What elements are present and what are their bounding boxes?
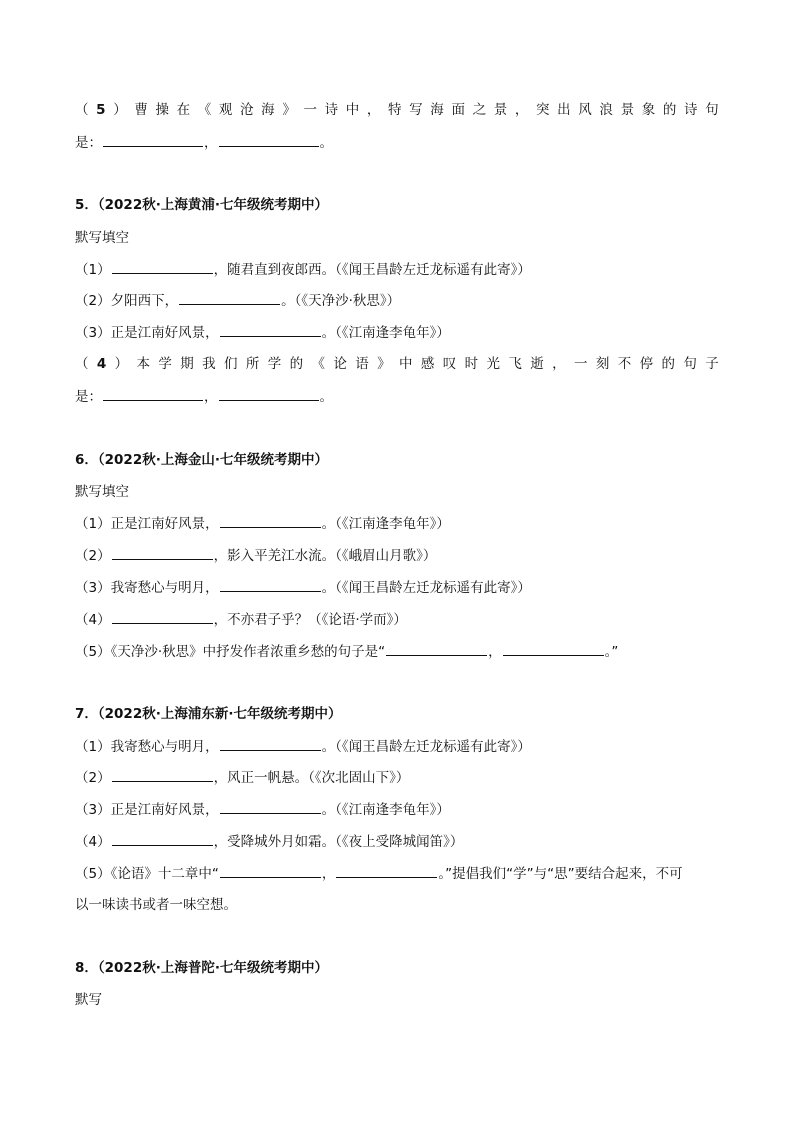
text-char: ）: [113, 102, 127, 118]
question-8-header: 8．（2022秋·上海普陀·七年级统考期中）: [75, 960, 328, 976]
question-6-instruction: 默写填空: [75, 484, 129, 500]
text-char: 》: [377, 356, 391, 372]
text-char: 诗: [683, 102, 698, 118]
text-char: 曹: [134, 102, 148, 118]
question-5-item-4-line-2: 是： ， 。: [75, 389, 333, 405]
text-char: 出: [557, 102, 571, 118]
text-char: 们: [224, 356, 238, 372]
text-char: ，: [552, 356, 566, 372]
answer-blank[interactable]: [503, 642, 604, 656]
answer-blank[interactable]: [112, 546, 213, 560]
question-6-item-2: （2） ，影入平羌江水流。（《峨眉山月歌》）: [75, 548, 437, 564]
text-char: 中: [399, 356, 413, 372]
text-char: （: [75, 356, 89, 372]
text-char: 面: [451, 102, 465, 118]
text-char: 逝: [530, 356, 544, 372]
question-4-item-5-line-1: [75, 101, 719, 119]
answer-blank[interactable]: [219, 387, 319, 401]
text-char: 我: [202, 356, 216, 372]
text-char: 停: [639, 356, 654, 372]
question-5-item-3: （3）正是江南好风景， 。（《江南逢李龟年》）: [75, 325, 450, 341]
question-7-item-2: （2） ，风正一帆悬。（《次北固山下》）: [75, 770, 410, 786]
text-char: 一: [303, 102, 317, 118]
text-char: 沧: [240, 102, 254, 118]
text-char: （: [75, 102, 89, 118]
question-7-item-5-line-2: 以一味读书或者一味空想。: [75, 897, 237, 913]
answer-blank[interactable]: [112, 260, 213, 274]
text-char: 4: [96, 356, 107, 372]
text-char: ）: [114, 356, 129, 372]
question-7-item-4: （4） ，受降城外月如霜。（《夜上受降城闻笛》）: [75, 834, 464, 850]
text-char: 象: [641, 102, 656, 118]
text-char: 叹: [442, 356, 457, 372]
text-char: 的: [662, 102, 677, 118]
text-char: 操: [155, 102, 169, 118]
question-8-instruction: 默写: [75, 992, 102, 1008]
answer-blank[interactable]: [220, 578, 321, 592]
answer-blank[interactable]: [386, 642, 487, 656]
text-char: 感: [420, 356, 435, 372]
answer-blank[interactable]: [220, 323, 321, 337]
text-char: 时: [464, 356, 479, 372]
text-char: 子: [705, 356, 719, 372]
question-5-header: 5．（2022秋·上海黄浦·七年级统考期中）: [75, 197, 328, 213]
answer-blank[interactable]: [112, 832, 213, 846]
text-char: ，: [366, 102, 381, 118]
text-char: 句: [705, 102, 719, 118]
answer-blank[interactable]: [220, 737, 321, 751]
text-char: 》: [282, 102, 296, 118]
text-char: 学: [267, 356, 282, 372]
question-5-item-1: （1） ，随君直到夜郎西。（《闻王昌龄左迁龙标遥有此寄》）: [75, 262, 531, 278]
question-6-header: 6．（2022秋·上海金山·七年级统考期中）: [75, 452, 328, 468]
text-char: 特: [388, 102, 402, 118]
text-char: 飞: [508, 356, 522, 372]
text-char: 观: [218, 102, 233, 118]
question-7-item-3: （3）正是江南好风景， 。（《江南逢李龟年》）: [75, 802, 450, 818]
text-char: 中: [345, 102, 360, 118]
text-char: 海: [430, 102, 444, 118]
answer-blank[interactable]: [220, 864, 321, 878]
answer-blank[interactable]: [219, 133, 319, 147]
text-char: 风: [578, 102, 592, 118]
text-char: 之: [472, 102, 487, 118]
text-char: 海: [261, 102, 275, 118]
text-char: 写: [409, 102, 423, 118]
text-char: 不: [617, 356, 632, 372]
question-4-item-5-line-2: 是： ， 。: [75, 135, 333, 151]
answer-prefix: 是：: [75, 135, 102, 151]
question-6-item-1: （1）正是江南好风景， 。（《江南逢李龟年》）: [75, 516, 450, 532]
text-char: 在: [176, 102, 191, 118]
answer-blank[interactable]: [103, 133, 203, 147]
question-6-item-3: （3）我寄愁心与明月， 。（《闻王昌龄左迁龙标遥有此寄》）: [75, 580, 531, 596]
text-char: 的: [661, 356, 676, 372]
text-char: 论: [333, 356, 347, 372]
text-char: ，: [514, 102, 529, 118]
question-7-header: 7．（2022秋·上海浦东新·七年级统考期中）: [75, 706, 342, 722]
text-char: 景: [493, 102, 508, 118]
text-char: 5: [96, 102, 106, 118]
text-char: 刻: [595, 356, 610, 372]
text-char: 语: [355, 356, 369, 372]
text-char: 景: [620, 102, 635, 118]
question-7-item-1: （1）我寄愁心与明月， 。（《闻王昌龄左迁龙标遥有此寄》）: [75, 739, 531, 755]
text-char: 浪: [599, 102, 613, 118]
text-char: 本: [136, 356, 151, 372]
text-char: 所: [245, 356, 260, 372]
answer-blank[interactable]: [336, 864, 437, 878]
answer-blank[interactable]: [103, 387, 203, 401]
text-char: 突: [536, 102, 550, 118]
question-5-item-2: （2）夕阳西下， 。（《天净沙·秋思》）: [75, 293, 401, 309]
text-char: 句: [683, 356, 697, 372]
question-6-item-4: （4） ，不亦君子乎？（《论语·学而》）: [75, 612, 407, 628]
question-6-item-5: （5）《天净沙·秋思》中抒发作者浓重乡愁的句子是“ ， 。”: [75, 644, 619, 660]
text-char: 光: [486, 356, 501, 372]
text-char: 期: [180, 356, 194, 372]
text-char: 的: [289, 356, 304, 372]
answer-blank[interactable]: [112, 768, 213, 782]
question-5-instruction: 默写填空: [75, 230, 129, 246]
question-5-item-4-line-1: [75, 355, 719, 373]
answer-blank[interactable]: [220, 800, 321, 814]
answer-blank[interactable]: [179, 291, 280, 305]
text-char: 一: [574, 356, 588, 372]
text-char: 学: [158, 356, 172, 372]
question-7-item-5-line-1: （5）《论语》十二章中“ ， 。”提倡我们“学”与“思”要结合起来，不可: [75, 866, 683, 882]
text-char: 《: [197, 102, 212, 118]
text-char: 诗: [324, 102, 339, 118]
answer-blank[interactable]: [220, 514, 321, 528]
answer-blank[interactable]: [112, 610, 213, 624]
text-char: 《: [311, 356, 326, 372]
